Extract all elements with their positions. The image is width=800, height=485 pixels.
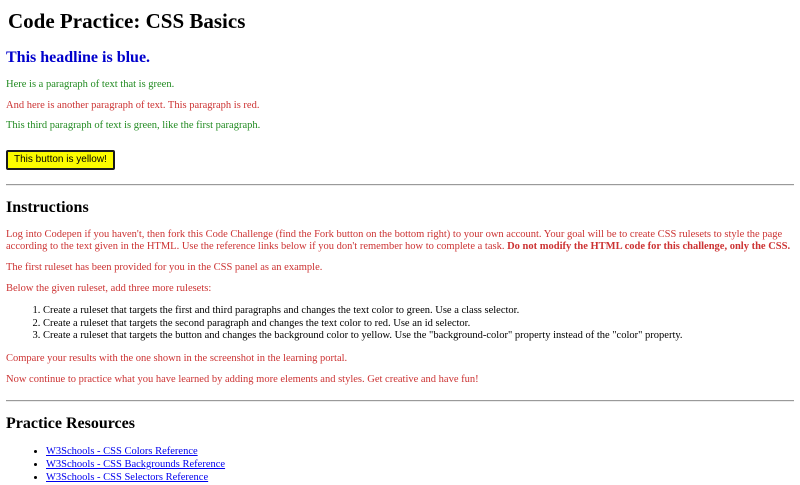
paragraph-green-third: This third paragraph of text is green, like the first paragraph. <box>6 120 261 132</box>
instructions-example-note: The first ruleset has been provided for you in the CSS panel as an example. <box>6 261 323 273</box>
link-css-selectors-reference[interactable]: W3Schools - CSS Selectors Reference <box>46 472 209 484</box>
divider <box>6 184 794 186</box>
task-item: 1. Create a ruleset that targets the first and third paragraphs and changes the text color to green. Use a class selector. <box>43 305 794 318</box>
list-item <box>46 445 794 458</box>
instructions-intro <box>6 229 794 254</box>
link-css-colors-reference[interactable]: W3Schools - CSS Colors Reference <box>46 446 198 458</box>
resource-link-list <box>6 445 794 484</box>
paragraph-green-first: Here is a paragraph of text that is green. <box>6 79 175 90</box>
page-title: Code Practice: CSS Basics <box>8 9 246 33</box>
list-item <box>46 471 794 484</box>
resources-heading: Practice Resources <box>6 415 135 433</box>
link-css-backgrounds-reference[interactable]: W3Schools - CSS Backgrounds Reference <box>46 459 226 471</box>
instructions-tasks-lead: Below the given ruleset, add three more rulesets: <box>6 282 212 294</box>
instructions-heading: Instructions <box>6 198 89 216</box>
task-item: 2. Create a ruleset that targets the second paragraph and changes the text color to red. Use an id selector. <box>43 318 794 331</box>
list-item <box>46 458 794 471</box>
divider <box>6 400 794 402</box>
yellow-button[interactable]: This button is yellow! <box>6 150 115 170</box>
instructions-compare-note: Compare your results with the one shown in the screenshot in the learning portal. <box>6 352 348 364</box>
paragraph-red: And here is another paragraph of text. This paragraph is red. <box>6 99 260 111</box>
task-list <box>6 305 794 343</box>
instructions-intro-text: Log into Codepen if you haven't, then fork this Code Challenge (find the Fork button on the bottom right) to your own account. Your goal will be to create CSS rulesets to style the page according to the text given in the HTML. Use the reference links below if you don't remember how to complete a task. <box>6 228 783 253</box>
browser-page <box>0 9 800 484</box>
blue-headline: This headline is blue. <box>6 49 151 66</box>
task-item: 3. Create a ruleset that targets the button and changes the background color to yellow. Use the "background-color" property instead of the "color" property. <box>43 330 794 343</box>
instructions-continue-note: Now continue to practice what you have learned by adding more elements and styles. Get creative and have fun! <box>6 373 479 385</box>
page-content <box>6 9 794 485</box>
instructions-intro-warning: Do not modify the HTML code for this challenge, only the CSS. <box>507 241 791 253</box>
